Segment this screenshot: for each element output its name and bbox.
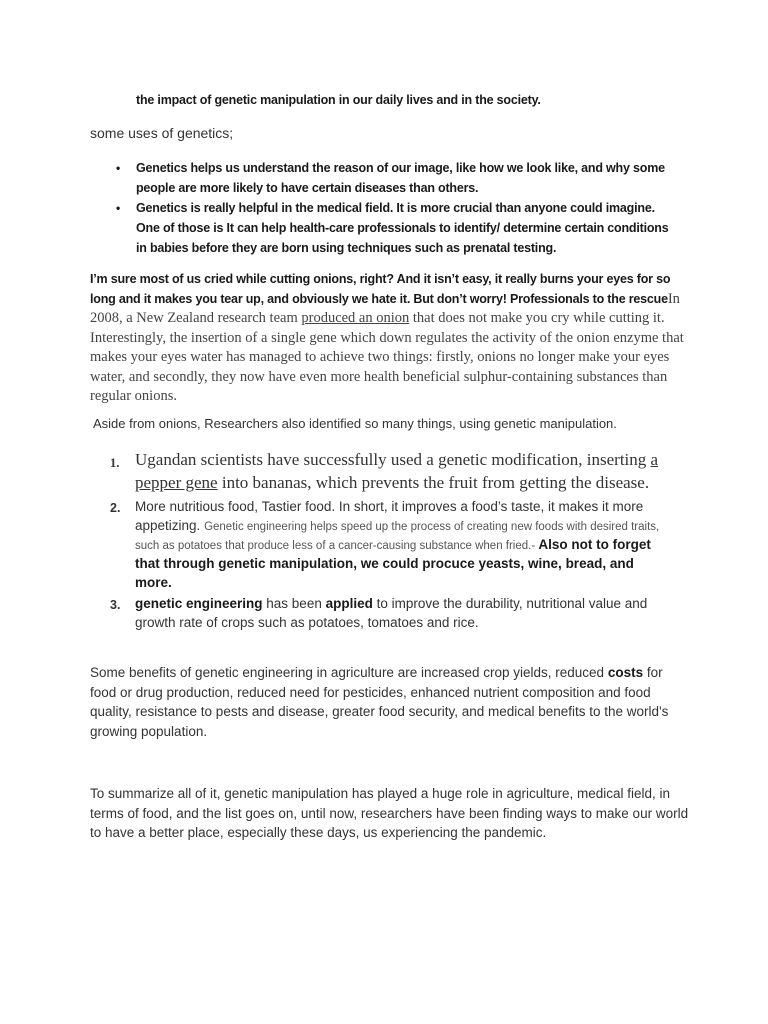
aside-paragraph: Aside from onions, Researchers also identified so many things, using genetic manipulation. xyxy=(93,416,617,431)
item-bold-text: Also not to forget that through genetic manipulation, we could procuce yeasts, wine, bread, and more. xyxy=(135,537,651,590)
uses-heading: some uses of genetics; xyxy=(90,125,234,141)
numbered-list xyxy=(110,448,670,632)
impact-line: the impact of genetic manipulation in our daily lives and in the society. xyxy=(136,93,541,107)
list-number: 3. xyxy=(110,598,121,612)
list-item xyxy=(116,198,676,258)
item-text: Ugandan scientists have successfully used a genetic modification, inserting xyxy=(135,450,651,469)
pepper-gene-link[interactable]: a pepper gene xyxy=(135,450,659,492)
benefits-text: Some benefits of genetic engineering in agriculture are increased crop yields, reduced xyxy=(90,665,608,680)
onions-serif-text: In 2008, a New Zealand research team xyxy=(90,290,680,326)
list-item xyxy=(110,594,670,632)
item-text-cont: into bananas, which prevents the fruit from getting the disease. xyxy=(217,473,650,492)
bullet-text: Genetics helps us understand the reason of our image, like how we look like, and why some people are more likely to have certain diseases than others. xyxy=(136,161,665,195)
onions-paragraph xyxy=(90,270,686,407)
summary-paragraph: To summarize all of it, genetic manipulation has played a huge role in agriculture, medical field, in terms of food, and the list goes on, until now, researchers have been finding ways to make our world to have a better place, especially these days, us experiencing the pandemic. xyxy=(90,786,689,840)
bullet-icon: • xyxy=(116,201,121,215)
bullet-text: Genetics is really helpful in the medical field. It is more crucial than anyone could imagine. One of those is It can help health-care professionals to identify/ determine certain conditions in babies before they are born using techniques such as prenatal testing. xyxy=(136,201,669,255)
onions-serif-text-cont: that does not make you cry while cutting it. Interestingly, the insertion of a single gene which down regulates the activity of the onion enzyme that makes your eyes water has managed to achieve two things: firstly, onions no longer make your eyes water, and secondly, they now have even more health beneficial sulphur-containing substances than regular onions. xyxy=(90,310,684,404)
list-item xyxy=(116,158,676,198)
list-number: 1. xyxy=(110,456,120,470)
item-text: More nutritious food, Tastier food. In short, it improves a food’s taste, it makes it more appetizing. xyxy=(135,499,644,533)
bullet-icon: • xyxy=(116,161,121,175)
list-item xyxy=(110,448,670,494)
item-text: has been xyxy=(262,596,326,611)
item-text-cont: to improve the durability, nutritional value and growth rate of crops such as potatoes, tomatoes and rice. xyxy=(135,596,648,630)
benefits-text-cont: for food or drug production, reduced need for pesticides, enhanced nutrient composition and food quality, resistance to pests and disease, greater food security, and medical benefits to the world's growing population. xyxy=(90,665,669,739)
uses-list xyxy=(116,158,676,258)
benefits-bold-text: costs xyxy=(607,665,644,680)
produced-an-onion-link[interactable]: produced an onion xyxy=(301,310,410,326)
item-bold-text: genetic engineering xyxy=(135,596,263,611)
item-bold-text: applied xyxy=(325,596,373,611)
list-number: 2. xyxy=(110,501,121,515)
onions-bold-text: I’m sure most of us cried while cutting onions, right? And it isn’t easy, it really burns your eyes for so long and it makes you tear up, and obviously we hate it. But don’t worry! Professionals to the rescue xyxy=(90,272,671,306)
list-item xyxy=(110,497,670,592)
item-small-text: Genetic engineering helps speed up the process of creating new foods with desired traits, such as potatoes that produce less of a cancer-causing substance when fried.- xyxy=(135,521,660,552)
benefits-paragraph xyxy=(90,663,690,741)
